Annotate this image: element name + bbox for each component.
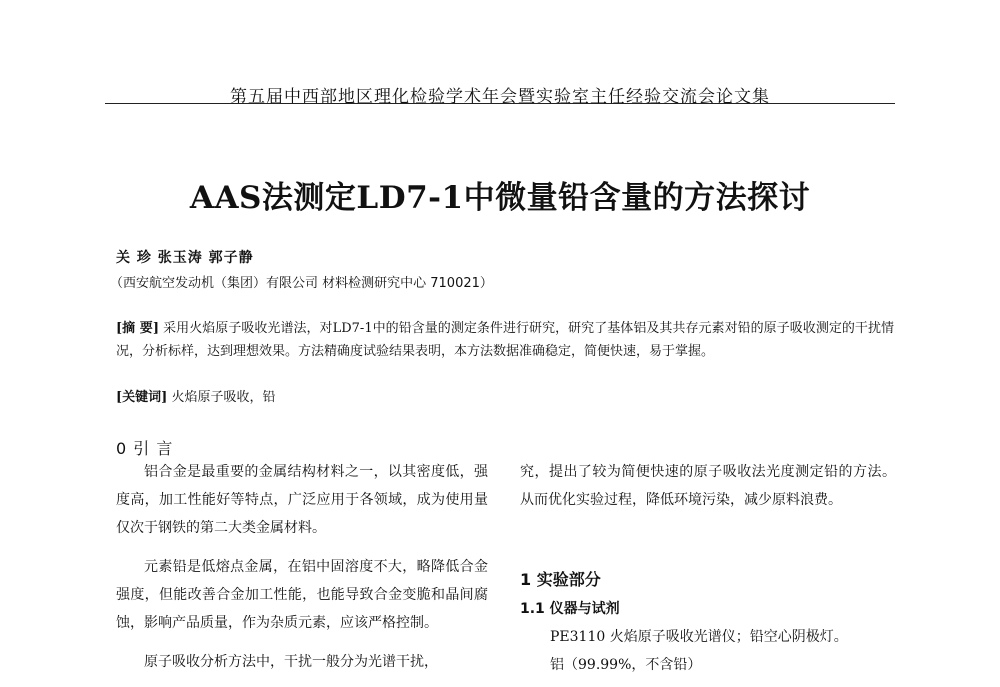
header-rule (105, 103, 895, 104)
section-heading-experimental: 1 实验部分 (520, 570, 601, 589)
author-list: 关 珍 张玉涛 郭子静 (116, 250, 254, 266)
subsection-heading-instruments: 1.1 仪器与试剂 (520, 601, 620, 617)
instrument-item: PE3110 火焰原子吸收光谱仪；铅空心阴极灯。 (550, 629, 848, 645)
abstract-text: 采用火焰原子吸收光谱法，对LD7-1中的铅含量的测定条件进行研究，研究了基体铝及其共存元素对铅的原子吸收测定的干扰情况，分析标样，达到理想效果。方法精确度试验结果表明，本方法数据准确稳定，简便快速，易于掌握。 (116, 321, 894, 359)
paragraph: 原子吸收分析方法中，干扰一般分为光谱干扰， (144, 654, 438, 670)
article-title: AAS法测定LD7-1中微量铅含量的方法探讨 (189, 180, 811, 216)
right-column (520, 458, 896, 525)
keywords-text: 火焰原子吸收，铅 (171, 390, 276, 405)
abstract-label: [摘 要] (116, 321, 159, 336)
paragraph: 元素铅是低熔点金属，在铝中固溶度不大，略降低合金强度，但能改善合金加工性能，也能导致合金变脆和晶间腐蚀，影响产品质量，作为杂质元素，应该严格控制。 (116, 559, 488, 631)
running-header: 第五届中西部地区理化检验学术年会暨实验室主任经验交流会论文集 (230, 87, 770, 107)
paragraph-continuation: 究，提出了较为简便快速的原子吸收法光度测定铅的方法。从而优化实验过程，降低环境污染，减少原料浪费。 (520, 464, 896, 508)
section-heading-introduction: 0 引 言 (116, 439, 174, 458)
keywords (116, 386, 275, 405)
abstract (116, 317, 894, 363)
left-column (116, 458, 488, 687)
affiliation: （西安航空发动机（集团）有限公司 材料检测研究中心 710021） (110, 276, 493, 291)
reagent-item: 铝（99.99%，不含铅） (550, 657, 702, 673)
keywords-label: [关键词] (116, 390, 168, 405)
paragraph: 铝合金是最重要的金属结构材料之一，以其密度低，强度高，加工性能好等特点，广泛应用于各领域，成为使用量仅次于钢铁的第二大类金属材料。 (116, 464, 488, 536)
